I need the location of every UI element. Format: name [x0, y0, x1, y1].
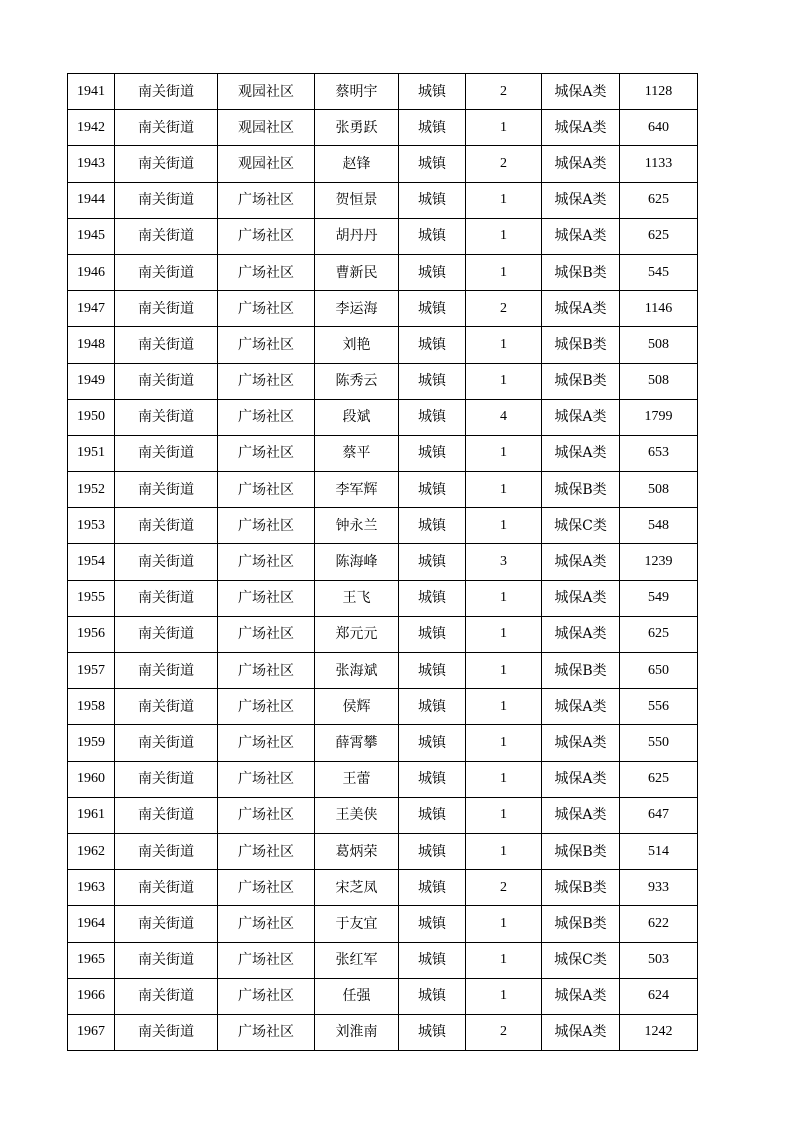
serial-number-cell: 1943	[68, 146, 115, 182]
category-cell: 城保A类	[542, 689, 620, 725]
amount-cell: 503	[620, 942, 698, 978]
name-cell: 段斌	[315, 399, 399, 435]
category-cell: 城保A类	[542, 182, 620, 218]
household-type-cell: 城镇	[399, 761, 466, 797]
subdistrict-cell: 南关街道	[115, 363, 218, 399]
household-size-cell: 1	[466, 327, 542, 363]
amount-cell: 1799	[620, 399, 698, 435]
household-size-cell: 1	[466, 472, 542, 508]
name-cell: 李运海	[315, 291, 399, 327]
amount-cell: 625	[620, 182, 698, 218]
community-cell: 广场社区	[218, 725, 315, 761]
serial-number-cell: 1955	[68, 580, 115, 616]
household-type-cell: 城镇	[399, 870, 466, 906]
name-cell: 于友宜	[315, 906, 399, 942]
amount-cell: 550	[620, 725, 698, 761]
household-type-cell: 城镇	[399, 653, 466, 689]
table-row	[68, 761, 698, 797]
category-cell: 城保A类	[542, 291, 620, 327]
name-cell: 郑元元	[315, 616, 399, 652]
community-cell: 广场社区	[218, 689, 315, 725]
amount-cell: 625	[620, 218, 698, 254]
subdistrict-cell: 南关街道	[115, 761, 218, 797]
serial-number-cell: 1959	[68, 725, 115, 761]
amount-cell: 508	[620, 327, 698, 363]
serial-number-cell: 1944	[68, 182, 115, 218]
household-type-cell: 城镇	[399, 472, 466, 508]
household-size-cell: 1	[466, 942, 542, 978]
community-cell: 广场社区	[218, 254, 315, 290]
household-size-cell: 3	[466, 544, 542, 580]
household-size-cell: 1	[466, 906, 542, 942]
table-row	[68, 616, 698, 652]
household-type-cell: 城镇	[399, 291, 466, 327]
household-type-cell: 城镇	[399, 254, 466, 290]
category-cell: 城保A类	[542, 616, 620, 652]
name-cell: 李军辉	[315, 472, 399, 508]
household-size-cell: 4	[466, 399, 542, 435]
name-cell: 陈海峰	[315, 544, 399, 580]
community-cell: 广场社区	[218, 580, 315, 616]
serial-number-cell: 1941	[68, 74, 115, 110]
category-cell: 城保B类	[542, 870, 620, 906]
category-cell: 城保A类	[542, 110, 620, 146]
serial-number-cell: 1957	[68, 653, 115, 689]
category-cell: 城保B类	[542, 363, 620, 399]
serial-number-cell: 1950	[68, 399, 115, 435]
amount-cell: 1242	[620, 1014, 698, 1050]
community-cell: 广场社区	[218, 653, 315, 689]
name-cell: 张勇跃	[315, 110, 399, 146]
table-row	[68, 833, 698, 869]
household-size-cell: 1	[466, 254, 542, 290]
amount-cell: 647	[620, 797, 698, 833]
amount-cell: 622	[620, 906, 698, 942]
subdistrict-cell: 南关街道	[115, 616, 218, 652]
subdistrict-cell: 南关街道	[115, 1014, 218, 1050]
table-row	[68, 327, 698, 363]
subdistrict-cell: 南关街道	[115, 942, 218, 978]
household-type-cell: 城镇	[399, 978, 466, 1014]
community-cell: 广场社区	[218, 182, 315, 218]
amount-cell: 1146	[620, 291, 698, 327]
amount-cell: 514	[620, 833, 698, 869]
table-row	[68, 906, 698, 942]
household-type-cell: 城镇	[399, 689, 466, 725]
table-row	[68, 797, 698, 833]
category-cell: 城保B类	[542, 906, 620, 942]
name-cell: 陈秀云	[315, 363, 399, 399]
community-cell: 广场社区	[218, 327, 315, 363]
serial-number-cell: 1951	[68, 435, 115, 471]
serial-number-cell: 1942	[68, 110, 115, 146]
amount-cell: 508	[620, 472, 698, 508]
name-cell: 王美侠	[315, 797, 399, 833]
category-cell: 城保A类	[542, 797, 620, 833]
community-cell: 广场社区	[218, 435, 315, 471]
household-type-cell: 城镇	[399, 833, 466, 869]
serial-number-cell: 1963	[68, 870, 115, 906]
amount-cell: 549	[620, 580, 698, 616]
subdistrict-cell: 南关街道	[115, 978, 218, 1014]
subdistrict-cell: 南关街道	[115, 399, 218, 435]
community-cell: 广场社区	[218, 978, 315, 1014]
subdistrict-cell: 南关街道	[115, 833, 218, 869]
household-type-cell: 城镇	[399, 544, 466, 580]
subdistrict-cell: 南关街道	[115, 797, 218, 833]
table-row	[68, 689, 698, 725]
amount-cell: 508	[620, 363, 698, 399]
subdistrict-cell: 南关街道	[115, 254, 218, 290]
community-cell: 广场社区	[218, 942, 315, 978]
roster-table	[67, 73, 698, 1051]
name-cell: 宋芝凤	[315, 870, 399, 906]
community-cell: 广场社区	[218, 833, 315, 869]
name-cell: 侯辉	[315, 689, 399, 725]
table-row	[68, 435, 698, 471]
household-type-cell: 城镇	[399, 508, 466, 544]
community-cell: 广场社区	[218, 218, 315, 254]
household-type-cell: 城镇	[399, 797, 466, 833]
household-size-cell: 1	[466, 653, 542, 689]
community-cell: 观园社区	[218, 110, 315, 146]
table-row	[68, 725, 698, 761]
subdistrict-cell: 南关街道	[115, 725, 218, 761]
household-size-cell: 2	[466, 1014, 542, 1050]
category-cell: 城保A类	[542, 399, 620, 435]
table-row	[68, 653, 698, 689]
household-type-cell: 城镇	[399, 1014, 466, 1050]
household-size-cell: 2	[466, 291, 542, 327]
serial-number-cell: 1956	[68, 616, 115, 652]
serial-number-cell: 1954	[68, 544, 115, 580]
category-cell: 城保A类	[542, 146, 620, 182]
subdistrict-cell: 南关街道	[115, 689, 218, 725]
table-row	[68, 218, 698, 254]
serial-number-cell: 1948	[68, 327, 115, 363]
community-cell: 广场社区	[218, 363, 315, 399]
household-size-cell: 1	[466, 580, 542, 616]
category-cell: 城保A类	[542, 435, 620, 471]
community-cell: 广场社区	[218, 399, 315, 435]
table-row	[68, 254, 698, 290]
serial-number-cell: 1953	[68, 508, 115, 544]
amount-cell: 650	[620, 653, 698, 689]
name-cell: 胡丹丹	[315, 218, 399, 254]
serial-number-cell: 1967	[68, 1014, 115, 1050]
subdistrict-cell: 南关街道	[115, 580, 218, 616]
amount-cell: 545	[620, 254, 698, 290]
name-cell: 王蕾	[315, 761, 399, 797]
household-size-cell: 2	[466, 74, 542, 110]
subdistrict-cell: 南关街道	[115, 74, 218, 110]
household-size-cell: 1	[466, 508, 542, 544]
serial-number-cell: 1945	[68, 218, 115, 254]
category-cell: 城保B类	[542, 833, 620, 869]
household-type-cell: 城镇	[399, 906, 466, 942]
serial-number-cell: 1952	[68, 472, 115, 508]
household-size-cell: 1	[466, 616, 542, 652]
name-cell: 钟永兰	[315, 508, 399, 544]
name-cell: 蔡平	[315, 435, 399, 471]
household-type-cell: 城镇	[399, 363, 466, 399]
household-type-cell: 城镇	[399, 182, 466, 218]
category-cell: 城保C类	[542, 508, 620, 544]
household-size-cell: 1	[466, 182, 542, 218]
category-cell: 城保B类	[542, 653, 620, 689]
name-cell: 王飞	[315, 580, 399, 616]
name-cell: 张红军	[315, 942, 399, 978]
serial-number-cell: 1964	[68, 906, 115, 942]
serial-number-cell: 1962	[68, 833, 115, 869]
community-cell: 观园社区	[218, 74, 315, 110]
amount-cell: 1239	[620, 544, 698, 580]
amount-cell: 556	[620, 689, 698, 725]
table-row	[68, 291, 698, 327]
community-cell: 广场社区	[218, 797, 315, 833]
serial-number-cell: 1958	[68, 689, 115, 725]
household-size-cell: 1	[466, 761, 542, 797]
amount-cell: 1133	[620, 146, 698, 182]
household-size-cell: 1	[466, 435, 542, 471]
serial-number-cell: 1965	[68, 942, 115, 978]
community-cell: 广场社区	[218, 544, 315, 580]
category-cell: 城保A类	[542, 978, 620, 1014]
amount-cell: 624	[620, 978, 698, 1014]
household-type-cell: 城镇	[399, 435, 466, 471]
subdistrict-cell: 南关街道	[115, 906, 218, 942]
name-cell: 张海斌	[315, 653, 399, 689]
serial-number-cell: 1946	[68, 254, 115, 290]
table-row	[68, 544, 698, 580]
amount-cell: 1128	[620, 74, 698, 110]
category-cell: 城保B类	[542, 472, 620, 508]
category-cell: 城保A类	[542, 544, 620, 580]
household-type-cell: 城镇	[399, 616, 466, 652]
name-cell: 蔡明宇	[315, 74, 399, 110]
community-cell: 广场社区	[218, 870, 315, 906]
subdistrict-cell: 南关街道	[115, 653, 218, 689]
category-cell: 城保B类	[542, 327, 620, 363]
name-cell: 贺恒景	[315, 182, 399, 218]
category-cell: 城保A类	[542, 218, 620, 254]
household-size-cell: 1	[466, 725, 542, 761]
subdistrict-cell: 南关街道	[115, 435, 218, 471]
household-type-cell: 城镇	[399, 580, 466, 616]
amount-cell: 625	[620, 616, 698, 652]
household-size-cell: 1	[466, 978, 542, 1014]
table-row	[68, 870, 698, 906]
amount-cell: 653	[620, 435, 698, 471]
household-size-cell: 1	[466, 110, 542, 146]
category-cell: 城保A类	[542, 761, 620, 797]
name-cell: 曹新民	[315, 254, 399, 290]
household-size-cell: 1	[466, 833, 542, 869]
amount-cell: 548	[620, 508, 698, 544]
serial-number-cell: 1949	[68, 363, 115, 399]
household-type-cell: 城镇	[399, 218, 466, 254]
community-cell: 广场社区	[218, 291, 315, 327]
household-type-cell: 城镇	[399, 110, 466, 146]
subdistrict-cell: 南关街道	[115, 508, 218, 544]
household-type-cell: 城镇	[399, 74, 466, 110]
amount-cell: 640	[620, 110, 698, 146]
serial-number-cell: 1960	[68, 761, 115, 797]
community-cell: 广场社区	[218, 508, 315, 544]
table-row	[68, 182, 698, 218]
household-type-cell: 城镇	[399, 942, 466, 978]
household-size-cell: 2	[466, 146, 542, 182]
table-row	[68, 110, 698, 146]
table-row	[68, 399, 698, 435]
subdistrict-cell: 南关街道	[115, 146, 218, 182]
amount-cell: 625	[620, 761, 698, 797]
table-row	[68, 146, 698, 182]
name-cell: 薛霄攀	[315, 725, 399, 761]
category-cell: 城保A类	[542, 725, 620, 761]
subdistrict-cell: 南关街道	[115, 291, 218, 327]
serial-number-cell: 1961	[68, 797, 115, 833]
subdistrict-cell: 南关街道	[115, 218, 218, 254]
name-cell: 任强	[315, 978, 399, 1014]
household-type-cell: 城镇	[399, 146, 466, 182]
household-size-cell: 1	[466, 218, 542, 254]
household-size-cell: 2	[466, 870, 542, 906]
household-type-cell: 城镇	[399, 399, 466, 435]
household-size-cell: 1	[466, 797, 542, 833]
table-row	[68, 508, 698, 544]
category-cell: 城保A类	[542, 1014, 620, 1050]
subdistrict-cell: 南关街道	[115, 327, 218, 363]
household-size-cell: 1	[466, 689, 542, 725]
subdistrict-cell: 南关街道	[115, 870, 218, 906]
household-type-cell: 城镇	[399, 327, 466, 363]
table-row	[68, 74, 698, 110]
subdistrict-cell: 南关街道	[115, 472, 218, 508]
community-cell: 广场社区	[218, 906, 315, 942]
household-type-cell: 城镇	[399, 725, 466, 761]
table-row	[68, 472, 698, 508]
subdistrict-cell: 南关街道	[115, 544, 218, 580]
table-body	[68, 74, 698, 1051]
serial-number-cell: 1966	[68, 978, 115, 1014]
community-cell: 广场社区	[218, 616, 315, 652]
amount-cell: 933	[620, 870, 698, 906]
table-row	[68, 978, 698, 1014]
table-row	[68, 363, 698, 399]
serial-number-cell: 1947	[68, 291, 115, 327]
community-cell: 观园社区	[218, 146, 315, 182]
community-cell: 广场社区	[218, 761, 315, 797]
community-cell: 广场社区	[218, 472, 315, 508]
name-cell: 葛炳荣	[315, 833, 399, 869]
category-cell: 城保A类	[542, 580, 620, 616]
name-cell: 赵锋	[315, 146, 399, 182]
table-row	[68, 580, 698, 616]
household-size-cell: 1	[466, 363, 542, 399]
table-row	[68, 942, 698, 978]
category-cell: 城保B类	[542, 254, 620, 290]
subdistrict-cell: 南关街道	[115, 110, 218, 146]
name-cell: 刘淮南	[315, 1014, 399, 1050]
category-cell: 城保C类	[542, 942, 620, 978]
subdistrict-cell: 南关街道	[115, 182, 218, 218]
table-row	[68, 1014, 698, 1050]
category-cell: 城保A类	[542, 74, 620, 110]
name-cell: 刘艳	[315, 327, 399, 363]
community-cell: 广场社区	[218, 1014, 315, 1050]
